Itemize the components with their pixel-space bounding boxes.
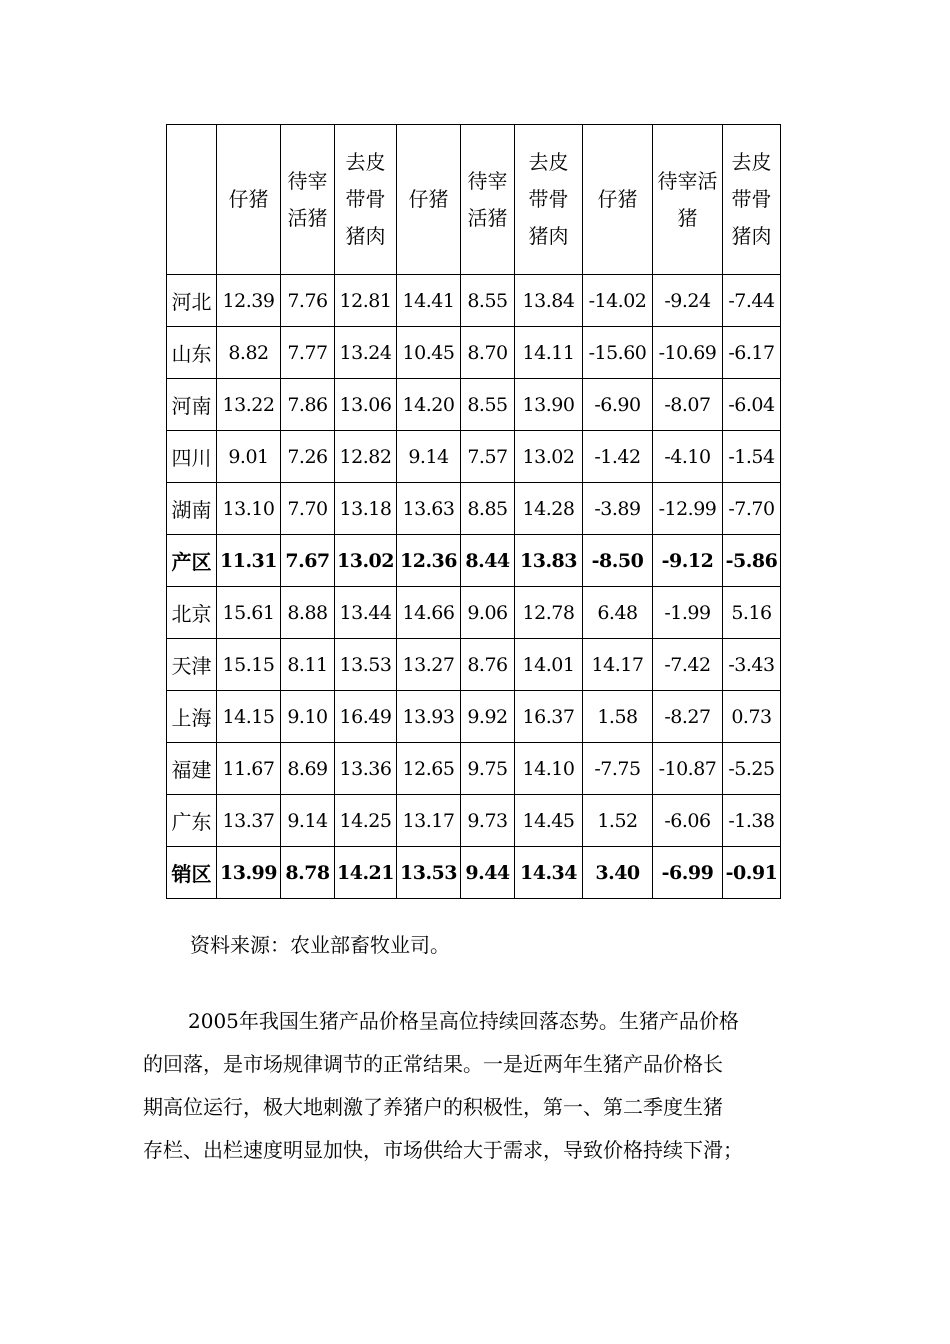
paragraph-line: 存栏、出栏速度明显加快，市场供给大于需求，导致价格持续下滑； <box>143 1138 743 1162</box>
header-cell-piglet: 仔猪 <box>583 125 653 275</box>
table-row <box>167 431 781 483</box>
value-cell: -8.50 <box>583 535 653 587</box>
region-cell: 湖南 <box>167 483 217 535</box>
value-cell: 8.44 <box>461 535 515 587</box>
value-cell: -8.07 <box>653 379 723 431</box>
header-cell-pork: 去皮带骨猪肉 <box>515 125 583 275</box>
value-cell: 8.78 <box>281 847 335 899</box>
table-row <box>167 587 781 639</box>
value-cell: 13.24 <box>335 327 397 379</box>
value-cell: 14.15 <box>217 691 281 743</box>
value-cell: -5.86 <box>723 535 781 587</box>
value-cell: 13.53 <box>335 639 397 691</box>
value-cell: 13.36 <box>335 743 397 795</box>
region-cell: 河北 <box>167 275 217 327</box>
value-cell: 11.31 <box>217 535 281 587</box>
region-cell: 北京 <box>167 587 217 639</box>
value-cell: 11.67 <box>217 743 281 795</box>
value-cell: 13.18 <box>335 483 397 535</box>
region-cell: 山东 <box>167 327 217 379</box>
value-cell: 12.82 <box>335 431 397 483</box>
table-header-row <box>167 125 781 275</box>
value-cell: -6.99 <box>653 847 723 899</box>
value-cell: 13.02 <box>335 535 397 587</box>
value-cell: -7.75 <box>583 743 653 795</box>
value-cell: 12.81 <box>335 275 397 327</box>
region-cell: 河南 <box>167 379 217 431</box>
value-cell: -10.87 <box>653 743 723 795</box>
region-cell: 产区 <box>167 535 217 587</box>
value-cell: -8.27 <box>653 691 723 743</box>
value-cell: 13.99 <box>217 847 281 899</box>
value-cell: 13.83 <box>515 535 583 587</box>
header-cell-pork: 去皮带骨猪肉 <box>335 125 397 275</box>
price-table <box>166 124 781 899</box>
value-cell: -7.70 <box>723 483 781 535</box>
value-cell: 14.21 <box>335 847 397 899</box>
table-row <box>167 743 781 795</box>
value-cell: 7.77 <box>281 327 335 379</box>
value-cell: 8.88 <box>281 587 335 639</box>
header-cell-pork: 去皮带骨猪肉 <box>723 125 781 275</box>
value-cell: 10.45 <box>397 327 461 379</box>
value-cell: 7.57 <box>461 431 515 483</box>
value-cell: -4.10 <box>653 431 723 483</box>
value-cell: -12.99 <box>653 483 723 535</box>
value-cell: 13.27 <box>397 639 461 691</box>
value-cell: 14.34 <box>515 847 583 899</box>
table-row <box>167 379 781 431</box>
table-row <box>167 483 781 535</box>
value-cell: 15.15 <box>217 639 281 691</box>
value-cell: 7.70 <box>281 483 335 535</box>
value-cell: 13.63 <box>397 483 461 535</box>
region-cell: 上海 <box>167 691 217 743</box>
header-cell-piglet: 仔猪 <box>397 125 461 275</box>
header-corner-cell <box>167 125 217 275</box>
value-cell: 13.17 <box>397 795 461 847</box>
value-cell: 15.61 <box>217 587 281 639</box>
value-cell: 0.73 <box>723 691 781 743</box>
value-cell: 9.73 <box>461 795 515 847</box>
value-cell: -6.04 <box>723 379 781 431</box>
value-cell: 9.14 <box>281 795 335 847</box>
region-cell: 销区 <box>167 847 217 899</box>
value-cell: 9.06 <box>461 587 515 639</box>
value-cell: 16.49 <box>335 691 397 743</box>
value-cell: 13.93 <box>397 691 461 743</box>
value-cell: 9.14 <box>397 431 461 483</box>
region-cell: 四川 <box>167 431 217 483</box>
value-cell: 14.41 <box>397 275 461 327</box>
value-cell: 14.45 <box>515 795 583 847</box>
value-cell: 7.76 <box>281 275 335 327</box>
header-cell-live-hog: 待宰活猪 <box>653 125 723 275</box>
value-cell: 13.90 <box>515 379 583 431</box>
table-row <box>167 639 781 691</box>
value-cell: 13.37 <box>217 795 281 847</box>
value-cell: 13.10 <box>217 483 281 535</box>
region-cell: 天津 <box>167 639 217 691</box>
value-cell: 8.82 <box>217 327 281 379</box>
value-cell: -6.06 <box>653 795 723 847</box>
table-row <box>167 535 781 587</box>
value-cell: -1.42 <box>583 431 653 483</box>
value-cell: 13.06 <box>335 379 397 431</box>
header-cell-live-hog: 待宰活猪 <box>281 125 335 275</box>
body-paragraph <box>143 1000 818 1172</box>
value-cell: 5.16 <box>723 587 781 639</box>
value-cell: 14.01 <box>515 639 583 691</box>
paragraph-line: 的回落，是市场规律调节的正常结果。一是近两年生猪产品价格长 <box>143 1052 723 1076</box>
value-cell: 14.17 <box>583 639 653 691</box>
value-cell: 13.53 <box>397 847 461 899</box>
value-cell: 8.85 <box>461 483 515 535</box>
header-cell-live-hog: 待宰活猪 <box>461 125 515 275</box>
value-cell: 8.55 <box>461 275 515 327</box>
source-note: 资料来源：农业部畜牧业司。 <box>190 933 450 957</box>
value-cell: 13.44 <box>335 587 397 639</box>
value-cell: 9.44 <box>461 847 515 899</box>
value-cell: 14.28 <box>515 483 583 535</box>
value-cell: -5.25 <box>723 743 781 795</box>
value-cell: 9.75 <box>461 743 515 795</box>
table-row <box>167 275 781 327</box>
value-cell: -1.54 <box>723 431 781 483</box>
paragraph-line: 2005年我国生猪产品价格呈高位持续回落态势。生猪产品价格 <box>188 1009 739 1033</box>
value-cell: 8.69 <box>281 743 335 795</box>
value-cell: 12.36 <box>397 535 461 587</box>
region-cell: 广东 <box>167 795 217 847</box>
value-cell: -15.60 <box>583 327 653 379</box>
value-cell: 14.11 <box>515 327 583 379</box>
value-cell: -7.42 <box>653 639 723 691</box>
value-cell: 8.55 <box>461 379 515 431</box>
value-cell: 14.10 <box>515 743 583 795</box>
value-cell: 14.20 <box>397 379 461 431</box>
table-row <box>167 795 781 847</box>
value-cell: 3.40 <box>583 847 653 899</box>
value-cell: 7.86 <box>281 379 335 431</box>
value-cell: 9.01 <box>217 431 281 483</box>
value-cell: -6.17 <box>723 327 781 379</box>
value-cell: 7.26 <box>281 431 335 483</box>
value-cell: 14.25 <box>335 795 397 847</box>
value-cell: 14.66 <box>397 587 461 639</box>
value-cell: 8.11 <box>281 639 335 691</box>
value-cell: 9.92 <box>461 691 515 743</box>
value-cell: 6.48 <box>583 587 653 639</box>
value-cell: -0.91 <box>723 847 781 899</box>
header-cell-piglet: 仔猪 <box>217 125 281 275</box>
region-cell: 福建 <box>167 743 217 795</box>
value-cell: 12.78 <box>515 587 583 639</box>
table-row <box>167 327 781 379</box>
value-cell: 12.65 <box>397 743 461 795</box>
value-cell: -6.90 <box>583 379 653 431</box>
paragraph-line: 期高位运行，极大地刺激了养猪户的积极性，第一、第二季度生猪 <box>143 1095 723 1119</box>
value-cell: 16.37 <box>515 691 583 743</box>
value-cell: -1.99 <box>653 587 723 639</box>
value-cell: -9.12 <box>653 535 723 587</box>
value-cell: 9.10 <box>281 691 335 743</box>
value-cell: 13.84 <box>515 275 583 327</box>
value-cell: 7.67 <box>281 535 335 587</box>
value-cell: -14.02 <box>583 275 653 327</box>
value-cell: 13.22 <box>217 379 281 431</box>
value-cell: 8.76 <box>461 639 515 691</box>
value-cell: -3.89 <box>583 483 653 535</box>
value-cell: -7.44 <box>723 275 781 327</box>
value-cell: 13.02 <box>515 431 583 483</box>
value-cell: -3.43 <box>723 639 781 691</box>
value-cell: -9.24 <box>653 275 723 327</box>
value-cell: 12.39 <box>217 275 281 327</box>
value-cell: 1.58 <box>583 691 653 743</box>
value-cell: 1.52 <box>583 795 653 847</box>
table-body <box>167 275 781 899</box>
value-cell: 8.70 <box>461 327 515 379</box>
value-cell: -10.69 <box>653 327 723 379</box>
value-cell: -1.38 <box>723 795 781 847</box>
table-row <box>167 847 781 899</box>
table-row <box>167 691 781 743</box>
